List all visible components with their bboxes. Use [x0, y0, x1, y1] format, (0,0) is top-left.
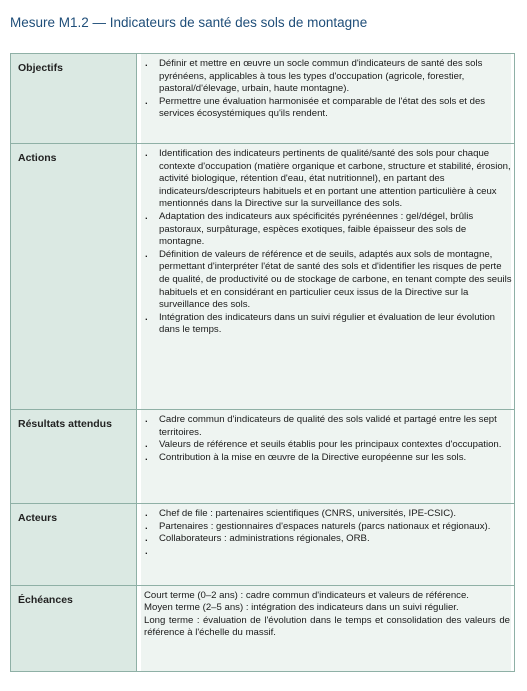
- bullet-icon: .: [145, 248, 148, 260]
- row-label: Actions: [11, 144, 137, 410]
- row-content: [137, 586, 515, 672]
- row-label: Échéances: [11, 586, 137, 672]
- bullet-icon: .: [145, 439, 148, 451]
- row-label: Acteurs: [11, 504, 137, 586]
- table-row-echeances: [11, 586, 515, 672]
- list-item: . Permettre une évaluation harmonisée et comparable de l'état des sols et des services écosystémiques qu'ils rendent.: [145, 95, 486, 120]
- list-item: . Intégration des indicateurs dans un suivi régulier et évaluation de leur évolution dans le temps.: [145, 311, 495, 336]
- paragraph-line: Long terme : évaluation de l'évolution dans le temps et consolidation des valeurs de référence à l'échelle du massif.: [144, 614, 510, 639]
- table-row-resultats: [11, 410, 515, 504]
- list-item: . Collaborateurs : administrations régionales, ORB.: [145, 533, 370, 545]
- bullet-icon: .: [145, 451, 148, 463]
- row-content: [137, 144, 515, 410]
- table-row-objectifs: [11, 54, 515, 144]
- bullet-icon: .: [145, 58, 148, 69]
- list-item: [137, 546, 514, 559]
- row-label: Résultats attendus: [11, 410, 137, 504]
- measure-table: [10, 53, 515, 672]
- bullet-icon: .: [145, 148, 148, 159]
- list-item: . Définir et mettre en œuvre un socle commun d'indicateurs de santé des sols pyrénéens, applicables à tous les types d'occupation (agricole, forestier, pastoral/d'élevage, urbain, haute montagne).: [145, 58, 483, 95]
- list-item: . Partenaires : gestionnaires d'espaces naturels (parcs nationaux et régionaux).: [145, 520, 491, 532]
- list-item: . Définition de valeurs de référence et de seuils, adaptés aux sols de montagne, permettant d'interpréter l'état de santé des sols et d'identifier les risques de perte de qualité, de productivité ou de stockage de carbone, en tenant compte des seuils habituels et en considérant en particulier ceux issus de la Directive sur la surveillance des sols.: [145, 248, 512, 311]
- row-content: [137, 504, 515, 586]
- bullet-icon: .: [145, 311, 148, 323]
- list-item: . Adaptation des indicateurs aux spécificités pyrénéennes : gel/dégel, brûlis pastoraux, surpâturage, espèces exotiques, faible épaisseur des sols de montagne.: [145, 210, 474, 248]
- bullet-icon: .: [145, 414, 148, 425]
- row-label: Objectifs: [11, 54, 137, 144]
- paragraph-line: Court terme (0–2 ans) : cadre commun d'indicateurs et valeurs de référence.: [144, 590, 469, 601]
- bullet-icon: .: [145, 545, 148, 557]
- row-content: [137, 410, 515, 504]
- bullet-icon: .: [145, 508, 148, 519]
- paragraph-line: Moyen terme (2–5 ans) : intégration des indicateurs dans un suivi régulier.: [144, 602, 459, 614]
- list-item: . Cadre commun d'indicateurs de qualité des sols validé et partagé entre les sept territoires.: [145, 414, 497, 438]
- page-title: Mesure M1.2 — Indicateurs de santé des sols de montagne: [10, 15, 368, 30]
- list-item: . Valeurs de référence et seuils établis pour les principaux contextes d'occupation.: [145, 439, 502, 451]
- list-item: . Chef de file : partenaires scientifiques (CNRS, universités, IPE-CSIC).: [145, 508, 456, 519]
- list-item: . Contribution à la mise en œuvre de la Directive européenne sur les sols.: [145, 451, 467, 463]
- bullet-icon: .: [145, 95, 148, 107]
- bullet-icon: .: [145, 520, 148, 532]
- row-content: [137, 54, 515, 144]
- bullet-icon: .: [145, 210, 148, 222]
- table-row-actions: [11, 144, 515, 410]
- list-item: . Identification des indicateurs pertinents de qualité/santé des sols pour chaque contexte d'occupation (matière organique et carbone, structure et stabilité, érosion, activité biologique, rétention d'eau, état nutritionnel), en partant des indicateurs/descripteurs habituels et en portant une attention particulière à ceux mentionnés dans la Directive sur la surveillance des sols.: [145, 148, 511, 210]
- table-row-acteurs: [11, 504, 515, 586]
- bullet-icon: .: [145, 533, 148, 545]
